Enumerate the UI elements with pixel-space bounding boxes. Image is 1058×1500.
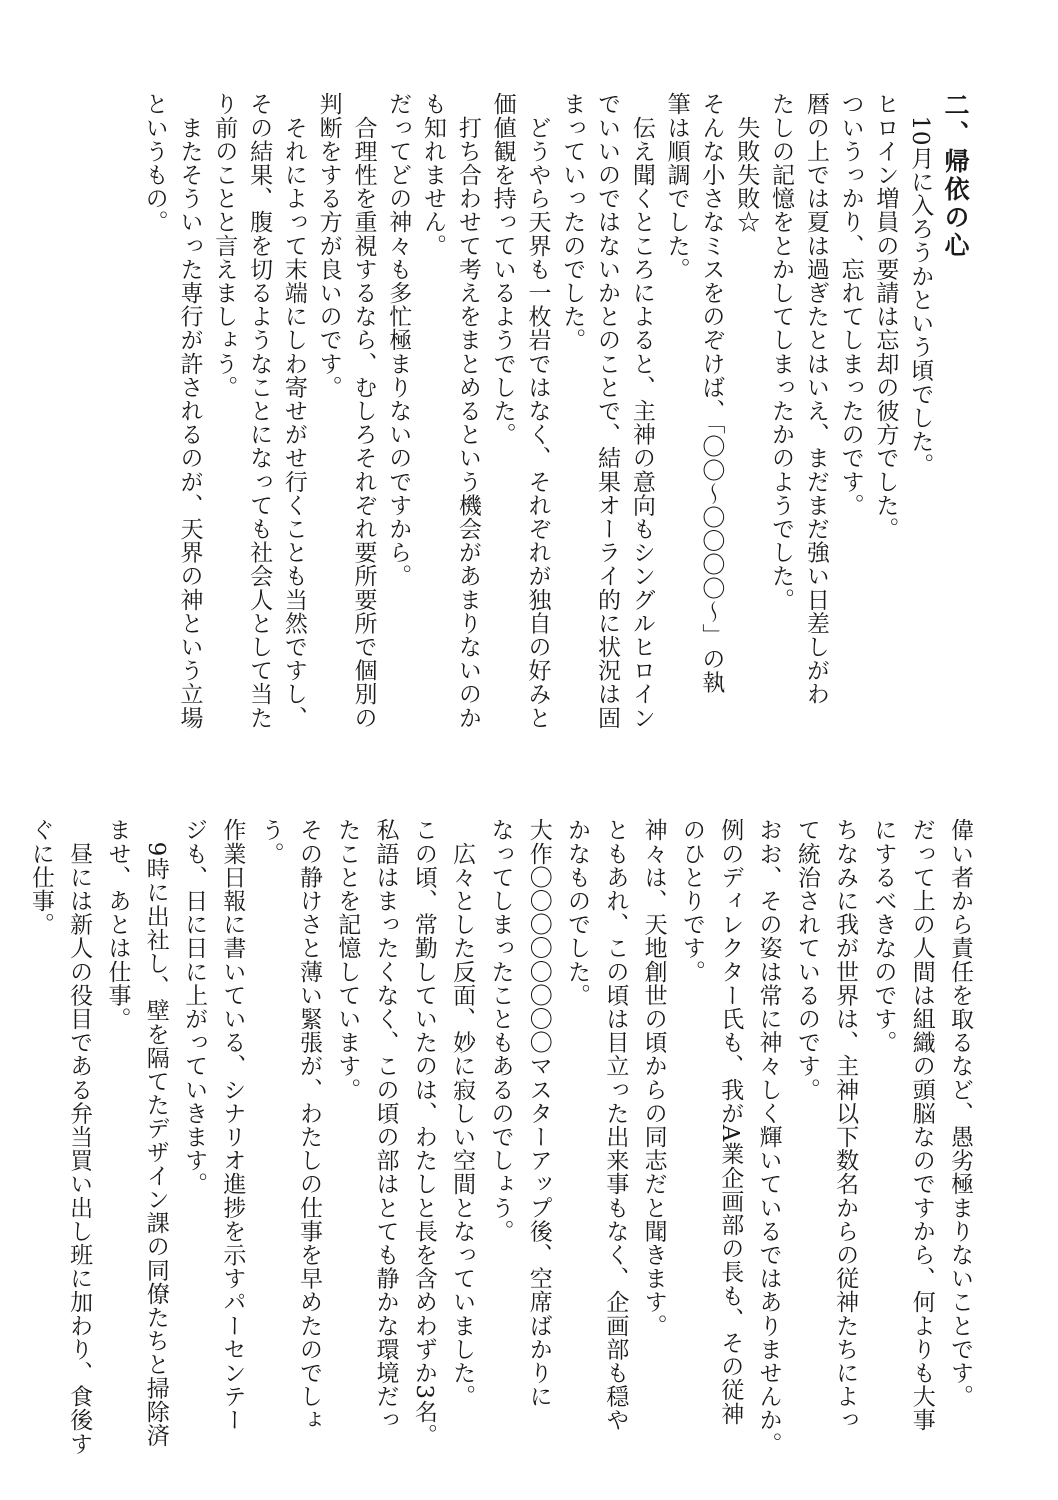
text-line: でいいのではないかとのことで、結果オーライ的に状況は固 [594, 92, 621, 730]
text-line: たことを記憶しています。 [334, 818, 361, 1102]
text-line: 作業日報に書いている、シナリオ進捗を示すパーセンテー [219, 818, 246, 1432]
text-line: 伝え聞くところによると、主神の意向もシングルヒロイン [628, 92, 655, 730]
text-line: 神々は、天地創世の頃からの同志だと聞きます。 [640, 818, 667, 1338]
text-line: 10月に入ろうかという頃でした。 [907, 92, 934, 477]
text-line: 筆は順調でした。 [663, 92, 690, 281]
text-line: だって上の人間は組織の頭脳なのですから、何よりも大事 [908, 818, 935, 1432]
text-line: のひとりです。 [678, 818, 705, 984]
text-line: かなものでした。 [564, 818, 591, 1007]
text-line: ともあれ、この頃は目立った出来事もなく、企画部も穏や [602, 818, 629, 1432]
text-line: この頃、常勤していたのは、わたしと長を含めわずか3名。 [410, 818, 437, 1447]
text-line: にするべきなのです。 [870, 818, 897, 1054]
text-line: その静けさと薄い緊張が、わたしの仕事を早めたのでしょ [295, 818, 322, 1432]
text-line: おお、その姿は常に神々しく輝いているではありませんか。 [755, 818, 782, 1456]
text-line: たしの記憶をとかしてしまったかのようでした。 [768, 92, 795, 612]
lower-text-block [22, 818, 979, 1458]
text-line: ませ、あとは仕事。 [104, 818, 131, 1031]
text-line: 価値観を持っているようでした。 [489, 92, 516, 446]
text-line: も知れません。 [420, 92, 447, 258]
text-line: だってどの神々も多忙極まりないのですから。 [385, 92, 412, 588]
text-line: 9時に出社し、壁を隔てたデザイン課の同僚たちと掃除済 [142, 818, 169, 1447]
text-line: ついうっかり、忘れてしまったのです。 [837, 92, 864, 517]
text-line: その結果、腹を切るようなことになっても社会人として当た [246, 92, 273, 730]
text-line: 例のディレクター氏も、我がA業企画部の長も、その従神 [717, 818, 744, 1426]
text-line: 大作〇〇〇〇〇〇〇〇マスターアップ後、空席ばかりに [525, 818, 552, 1408]
text-line: 私語はまったくなく、この頃の部はとても静かな環境だっ [372, 818, 399, 1432]
text-line: それによって末端にしわ寄せがせ行くことも当然ですし、 [280, 92, 307, 730]
text-line: 合理性を重視するなら、むしろそれぞれ要所要所で個別の [350, 92, 377, 730]
text-line: そんな小さなミスをのぞけば、「〇〇～〇〇〇〇～」の執 [698, 92, 725, 695]
text-line: 暦の上では夏は過ぎたとはいえ、まだまだ強い日差しがわ [802, 92, 829, 706]
text-line: どうやら天界も一枚岩ではなく、それぞれが独自の好みと [524, 92, 551, 730]
text-line: 広々とした反面、妙に寂しい空間となっていました。 [449, 818, 476, 1408]
text-line: ジも、日に日に上がっていきます。 [181, 818, 208, 1196]
text-line: なってしまったこともあるのでしょう。 [487, 818, 514, 1243]
text-line: 打ち合わせて考えをまとめるという機会があまりないのか [454, 92, 481, 730]
text-line: またそういった専行が許されるのが、天界の神という立場 [176, 92, 203, 730]
upper-text-block [137, 92, 972, 732]
text-line: 判断をする方が良いのです。 [315, 92, 342, 399]
text-line: り前のことと言えましょう。 [211, 92, 238, 399]
text-line: 失敗失敗☆ [733, 92, 760, 234]
text-line: というもの。 [141, 92, 168, 234]
text-line: まっていったのでした。 [559, 92, 586, 352]
text-line: 偉い者から責任を取るなど、愚劣極まりないことです。 [947, 818, 973, 1408]
text-line: 昼には新人の役目である弁当買い出し班に加わり、食後す [66, 818, 93, 1456]
chapter-title: 二、帰依の心 [941, 92, 970, 260]
text-line: て統治されているのです。 [793, 818, 820, 1102]
text-line: ヒロイン増員の要請は忘却の彼方でした。 [872, 92, 899, 541]
text-line: ちなみに我が世界は、主神以下数名からの従神たちによっ [832, 818, 859, 1432]
text-line: う。 [257, 818, 284, 866]
text-line: ぐに仕事。 [27, 818, 54, 936]
